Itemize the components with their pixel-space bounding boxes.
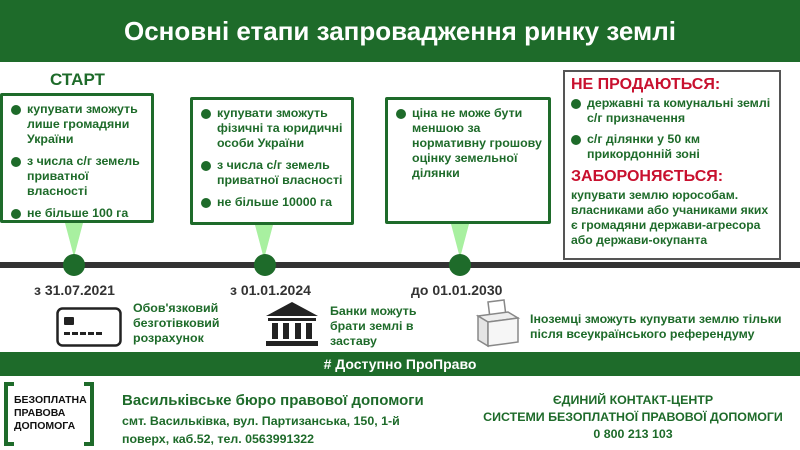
contact-line-1: ЄДИНИЙ КОНТАКТ-ЦЕНТР bbox=[552, 393, 714, 407]
credit-card-icon bbox=[56, 307, 122, 347]
stage-2-item: не більше 10000 га bbox=[201, 195, 345, 210]
date-2: з 01.01.2024 bbox=[230, 282, 311, 298]
prohibited-heading: ЗАБОРОНЯЄТЬСЯ: bbox=[571, 168, 724, 185]
page-title: Основні етапи запровадження ринку землі bbox=[0, 0, 800, 62]
timeline-dot-1 bbox=[63, 254, 85, 276]
stage-3-item: ціна не може бути меншою за нормативну грошову оцінку земельної ділянки bbox=[396, 106, 542, 181]
contact-line-2: СИСТЕМИ БЕЗОПЛАТНОЇ ПРАВОВОЇ ДОПОМОГИ bbox=[483, 410, 783, 424]
stage-1-box bbox=[0, 93, 154, 223]
bureau-name: Васильківське бюро правової допомоги bbox=[122, 392, 424, 409]
banks-text: Банки можуть брати землі в заставу bbox=[330, 304, 417, 348]
bank-icon bbox=[264, 300, 320, 348]
stage-2-item: купувати зможуть фізичні та юридичні особи України bbox=[201, 106, 345, 151]
restrictions-panel bbox=[563, 70, 781, 260]
not-for-sale-heading: НЕ ПРОДАЮТЬСЯ: bbox=[571, 76, 721, 93]
date-3: до 01.01.2030 bbox=[411, 282, 503, 298]
not-for-sale-item: с/г ділянки у 50 км прикордонній зоні bbox=[571, 132, 775, 162]
stage-2-item: з числа с/г земель приватної власності bbox=[201, 158, 345, 188]
contact-phone[interactable]: 0 800 213 103 bbox=[593, 427, 673, 441]
stage-3-pointer bbox=[451, 224, 469, 258]
date-1: з 31.07.2021 bbox=[34, 282, 115, 298]
foreigners-text: Іноземці зможуть купувати землю тільки після всеукраїнського референдуму bbox=[530, 312, 782, 341]
stage-1-pointer bbox=[65, 223, 83, 257]
logo-bracket-left bbox=[4, 382, 14, 446]
stage-1-item: з числа с/г земель приватної власності bbox=[11, 154, 145, 199]
stage-1-item: не більше 100 га bbox=[11, 206, 145, 221]
hashtag-bar: # Доступно ПроПраво bbox=[0, 352, 800, 376]
start-label: СТАРТ bbox=[50, 70, 105, 89]
timeline-dot-3 bbox=[449, 254, 471, 276]
prohibited-text: купувати землю юрособам. власниками або учаниками яких є громадяни держави-агресора або держави-окупанта bbox=[571, 188, 769, 247]
stage-3-box bbox=[385, 97, 551, 224]
logo-text: БЕЗОПЛАТНА ПРАВОВА ДОПОМОГА bbox=[14, 394, 87, 432]
payment-text: Обов'язковий безготівковий розрахунок bbox=[133, 301, 220, 345]
contact-center bbox=[468, 392, 798, 443]
stage-2-box bbox=[190, 97, 354, 225]
bureau-address: смт. Васильківка, вул. Партизанська, 150, 1-й поверх, каб.52, тел. 0563991322 bbox=[122, 414, 400, 446]
not-for-sale-item: державні та комунальні землі с/г призначення bbox=[571, 96, 775, 126]
timeline bbox=[0, 262, 800, 268]
stage-1-item: купувати зможуть лише громадяни України bbox=[11, 102, 145, 147]
ballot-box-icon bbox=[474, 298, 522, 348]
legal-aid-logo bbox=[4, 382, 94, 446]
timeline-dot-2 bbox=[254, 254, 276, 276]
